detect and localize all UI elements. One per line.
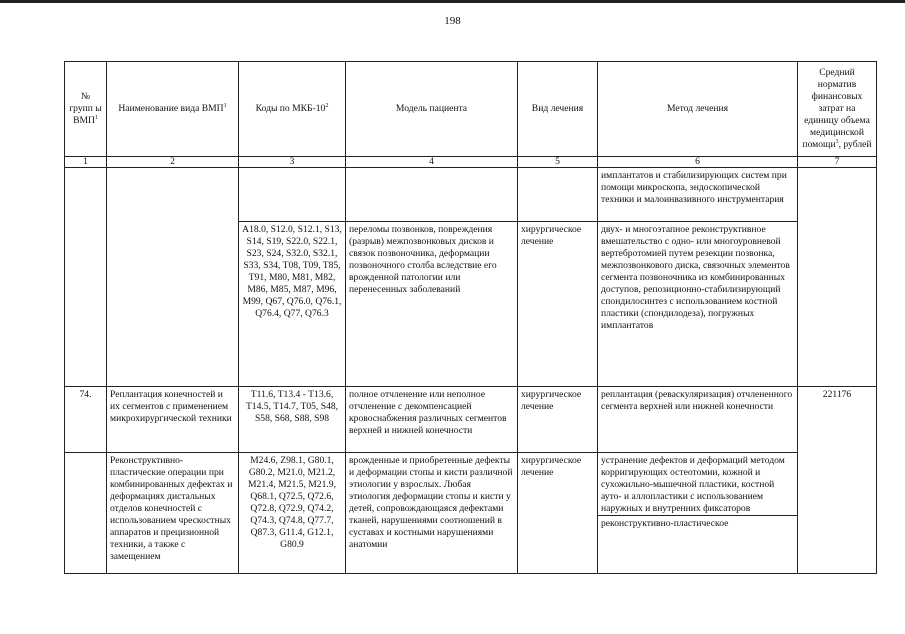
cell-name: Реконструктивно-пластические операции при комбинированных дефектах и деформациях дистальных отделов конечностей с использованием чрескостных аппаратов и прецизионной техники, а также с замещением — [107, 453, 239, 574]
cell-model: врожденные и приобретенные дефекты и деформации стопы и кисти различной этиологии у взрослых. Любая этиология деформации стопы и кисти у детей, сопровождающаяся дефектами тканей, нарушениями соотношений в суставах и костными нарушениями анатомии — [346, 453, 518, 574]
header-vmp-name: Наименование вида ВМП$^1$ — [107, 62, 239, 157]
method-text: устранение дефектов и деформаций методом корригирующих остеотомии, кожной и сухожильно-мышечной пластики, костной ауто- и аллопластики с использованием наружных и внутренних фиксаторов — [601, 455, 785, 514]
column-number: 2 — [107, 157, 239, 168]
cell-codes — [239, 168, 346, 222]
cell-model — [346, 168, 518, 222]
cell-name — [107, 222, 239, 387]
header-row — [65, 62, 877, 157]
cell-cost — [798, 168, 877, 222]
top-border-line — [0, 0, 905, 3]
cell-treatment — [518, 168, 598, 222]
header-patient-model: Модель пациента — [346, 62, 518, 157]
cell-group — [65, 453, 107, 574]
cell-method: реплантация (реваскуляризация) отчлененного сегмента верхней или нижней конечности — [598, 387, 798, 453]
method-text-continued: реконструктивно-пластическое — [598, 515, 797, 530]
cell-method: двух- и многоэтапное реконструктивное вмешательство с одно- или многоуровневой вертебротомией путем резекции позвонка, межпозвонкового диска, связочных элементов сегмента позвоночника из комбинированных доступов, репозиционно-стабилизирующий спондилосинтез с использованием костной пластики (спондилодеза), погружных имплантатов — [598, 222, 798, 387]
cell-cost — [798, 453, 877, 574]
cell-name: Реплантация конечностей и их сегментов с применением микрохирургической техники — [107, 387, 239, 453]
column-number: 5 — [518, 157, 598, 168]
cell-codes: T11.6, T13.4 - T13.6, T14.5, T14.7, T05, S48, S58, S68, S88, S98 — [239, 387, 346, 453]
column-number: 4 — [346, 157, 518, 168]
column-number: 1 — [65, 157, 107, 168]
cell-codes: M24.6, Z98.1, G80.1, G80.2, M21.0, M21.2, M21.4, M21.5, M21.9, Q68.1, Q72.5, Q72.6, Q72.8, Q72.9, Q74.2, Q74.3, Q74.8, Q77.7, Q87.3, G11.4, G12.1, G80.9 — [239, 453, 346, 574]
vmp-table — [64, 61, 877, 574]
cell-treatment: хирургическое лечение — [518, 222, 598, 387]
cell-group: 74. — [65, 387, 107, 453]
column-number-row — [65, 157, 877, 168]
cell-cost — [798, 222, 877, 387]
cell-method: имплантатов и стабилизирующих систем при помощи микроскопа, эндоскопической техники и малоинвазивного инструментария — [598, 168, 798, 222]
column-number: 3 — [239, 157, 346, 168]
table-row — [65, 387, 877, 453]
header-treatment-type: Вид лечения — [518, 62, 598, 157]
page-number: 198 — [444, 15, 461, 27]
header-group-number: № групп ы ВМП$^1$ — [65, 62, 107, 157]
header-cost: Средний норматив финансовых затрат на единицу объема медицинской помощи$^3$, рублей — [798, 62, 877, 157]
column-number: 6 — [598, 157, 798, 168]
header-icd-codes: Коды по МКБ-$10^2$ — [239, 62, 346, 157]
cell-treatment: хирургическое лечение — [518, 453, 598, 574]
header-treatment-method: Метод лечения — [598, 62, 798, 157]
cell-method — [598, 453, 798, 574]
table-row — [65, 453, 877, 574]
table-row — [65, 168, 877, 222]
cell-group — [65, 168, 107, 222]
cell-model: полное отчленение или неполное отчленение с декомпенсацией кровоснабжения различных сегментов верхней и нижней конечности — [346, 387, 518, 453]
cell-group — [65, 222, 107, 387]
cell-name — [107, 168, 239, 222]
column-number: 7 — [798, 157, 877, 168]
cell-treatment: хирургическое лечение — [518, 387, 598, 453]
cell-model: переломы позвонков, повреждения (разрыв) межпозвонковых дисков и связок позвоночника, деформации позвоночного столба вследствие его врожденной патологии или перенесенных заболеваний — [346, 222, 518, 387]
table-row — [65, 222, 877, 387]
cell-cost: 221176 — [798, 387, 877, 453]
cell-codes: A18.0, S12.0, S12.1, S13, S14, S19, S22.0, S22.1, S23, S24, S32.0, S32.1, S33, S34, T08, T09, T85, T91, M80, M81, M82, M86, M85, M87, M96, M99, Q67, Q76.0, Q76.1, Q76.4, Q77, Q76.3 — [239, 222, 346, 387]
